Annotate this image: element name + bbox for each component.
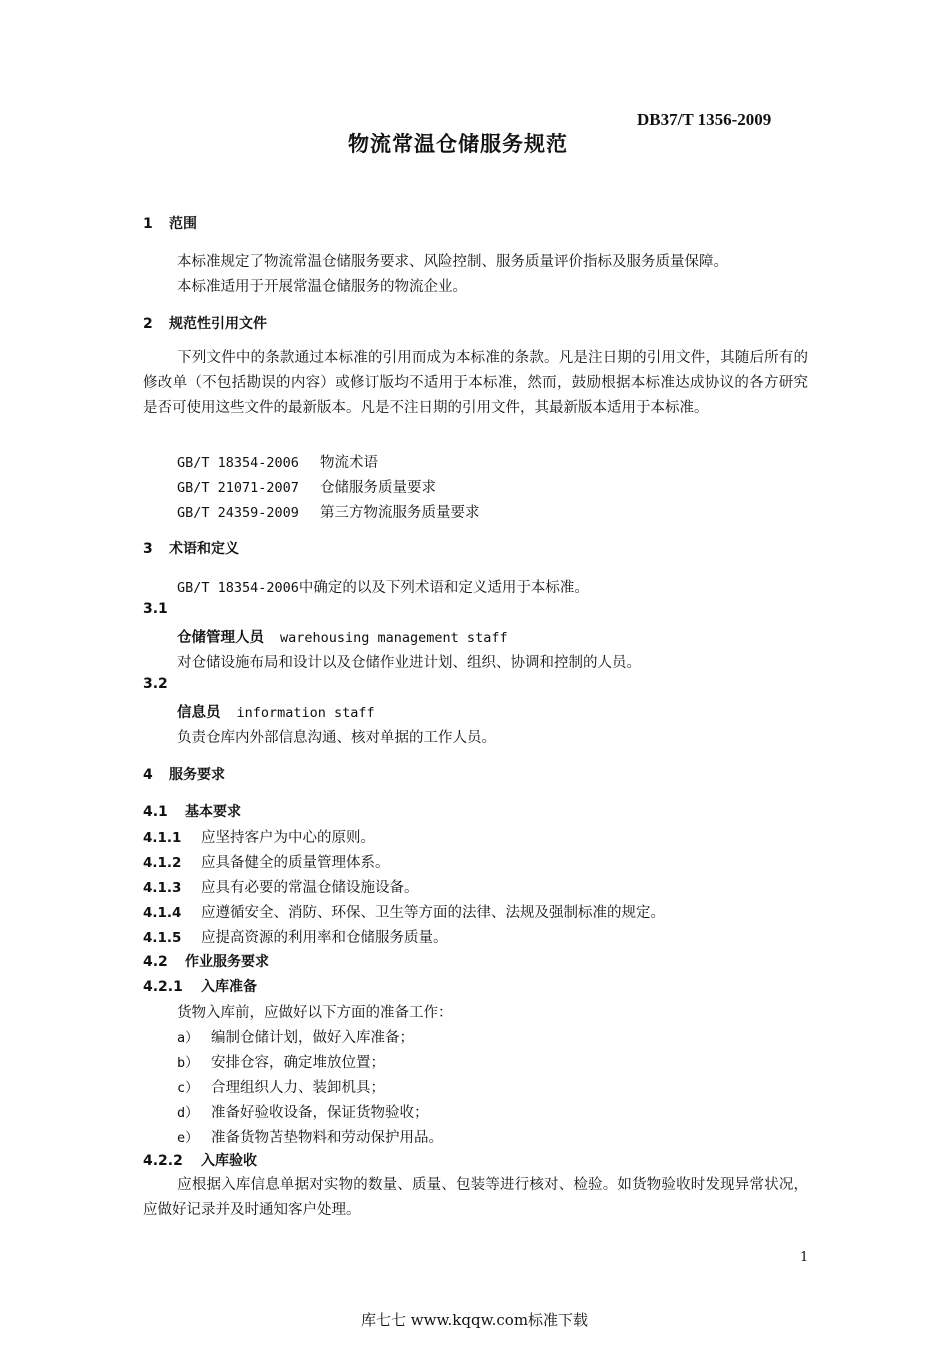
standard-code: DB37/T 1356-2009: [637, 110, 772, 129]
term-definition: 对仓储设施布局和设计以及仓储作业进计划、组织、协调和控制的人员。: [177, 655, 641, 671]
list-item: [177, 1101, 429, 1122]
term-entry: [177, 626, 508, 647]
clause-item: [143, 901, 665, 922]
subsection-title: 基本要求: [185, 804, 241, 820]
section-number: 3: [143, 541, 153, 557]
term-definition: 负责仓库内外部信息沟通、核对单据的工作人员。: [177, 730, 496, 746]
list-item: [177, 1076, 385, 1097]
reference-name: 第三方物流服务质量要求: [320, 505, 480, 521]
section-number: 2: [143, 316, 153, 332]
subsection-number: 4.2.2: [143, 1153, 183, 1169]
list-index: d）: [177, 1105, 199, 1121]
paragraph-text: 应根据入库信息单据对实物的数量、质量、包装等进行核对、检验。如货物验收时发现异常状况，应做好记录并及时通知客户处理。: [143, 1177, 808, 1218]
section-number: 4: [143, 767, 153, 783]
section-4-2-2-paragraph: [143, 1173, 808, 1223]
section-title: 规范性引用文件: [169, 316, 267, 332]
list-item: [177, 1026, 414, 1047]
list-text: 准备货物苫垫物料和劳动保护用品。: [211, 1130, 443, 1146]
clause-text: 应遵循安全、消防、环保、卫生等方面的法律、法规及强制标准的规定。: [201, 905, 665, 921]
reference-row: [177, 451, 378, 472]
clause-text: 应提高资源的利用率和仓储服务质量。: [201, 930, 448, 946]
list-intro: 货物入库前，应做好以下方面的准备工作：: [177, 1005, 453, 1021]
section-3-heading: [143, 538, 239, 558]
subsection-4-2-2-heading: [143, 1150, 257, 1170]
reference-code: GB/T 18354-2006: [177, 455, 299, 471]
subsection-title: 入库验收: [201, 1153, 257, 1169]
section-4-heading: [143, 764, 225, 784]
list-index: c）: [177, 1080, 199, 1096]
term-number: 3.1: [143, 601, 168, 617]
subsection-number: 4.2: [143, 954, 168, 970]
clause-number: 4.1.1: [143, 830, 182, 846]
section-1-line-2: 本标准适用于开展常温仓储服务的物流企业。: [177, 279, 467, 295]
list-text: 合理组织人力、装卸机具；: [211, 1080, 385, 1096]
term-name: 信息员: [177, 705, 221, 721]
section-1-line-1: 本标准规定了物流常温仓储服务要求、风险控制、服务质量评价指标及服务质量保障。: [177, 254, 728, 270]
term-name: 仓储管理人员: [177, 630, 264, 646]
section-title: 范围: [169, 216, 197, 232]
list-text: 准备好验收设备，保证货物验收；: [211, 1105, 429, 1121]
clause-item: [143, 826, 375, 847]
clause-number: 4.1.4: [143, 905, 182, 921]
intro-text: 中确定的以及下列术语和定义适用于本标准。: [298, 580, 589, 596]
list-index: b）: [177, 1055, 199, 1071]
page-number: 1: [800, 1250, 809, 1265]
list-text: 编制仓储计划，做好入库准备；: [211, 1030, 414, 1046]
list-index: e）: [177, 1130, 199, 1146]
list-item: [177, 1051, 385, 1072]
intro-code: GB/T 18354-2006: [177, 580, 299, 596]
footer-site-text: 库七七 www.kqqw.com标准下载: [361, 1311, 589, 1329]
term-english: information staff: [236, 705, 375, 721]
clause-item: [143, 851, 390, 872]
list-index: a）: [177, 1030, 199, 1046]
document-title: 物流常温仓储服务规范: [348, 132, 568, 156]
section-title: 服务要求: [169, 767, 225, 783]
reference-row: [177, 501, 480, 522]
reference-row: [177, 476, 436, 497]
section-2-heading: [143, 313, 267, 333]
clause-text: 应具有必要的常温仓储设施设备。: [201, 880, 419, 896]
section-3-intro: [177, 576, 589, 597]
term-entry: [177, 701, 375, 722]
clause-number: 4.1.5: [143, 930, 182, 946]
reference-code: GB/T 24359-2009: [177, 505, 299, 521]
clause-item: [143, 876, 419, 897]
list-text: 安排仓容，确定堆放位置；: [211, 1055, 385, 1071]
subsection-number: 4.2.1: [143, 979, 183, 995]
clause-item: [143, 926, 448, 947]
reference-name: 物流术语: [320, 455, 378, 471]
paragraph-text: 下列文件中的条款通过本标准的引用而成为本标准的条款。凡是注日期的引用文件，其随后所有的修改单（不包括勘误的内容）或修订版均不适用于本标准，然而，鼓励根据本标准达成协议的各方研究是否可使用这些文件的最新版本。凡是不注日期的引用文件，其最新版本适用于本标准。: [143, 350, 808, 416]
subsection-4-2-heading: [143, 951, 269, 971]
clause-text: 应具备健全的质量管理体系。: [201, 855, 390, 871]
reference-code: GB/T 21071-2007: [177, 480, 299, 496]
clause-text: 应坚持客户为中心的原则。: [201, 830, 375, 846]
clause-number: 4.1.2: [143, 855, 182, 871]
clause-number: 4.1.3: [143, 880, 182, 896]
subsection-number: 4.1: [143, 804, 168, 820]
section-title: 术语和定义: [169, 541, 239, 557]
section-1-heading: [143, 213, 197, 233]
subsection-title: 入库准备: [201, 979, 257, 995]
term-number: 3.2: [143, 676, 168, 692]
term-english: warehousing management staff: [280, 630, 508, 646]
subsection-title: 作业服务要求: [185, 954, 269, 970]
reference-name: 仓储服务质量要求: [320, 480, 436, 496]
subsection-4-2-1-heading: [143, 976, 257, 996]
section-number: 1: [143, 216, 153, 232]
list-item: [177, 1126, 443, 1147]
subsection-4-1-heading: [143, 801, 241, 821]
section-2-paragraph: [143, 346, 808, 421]
